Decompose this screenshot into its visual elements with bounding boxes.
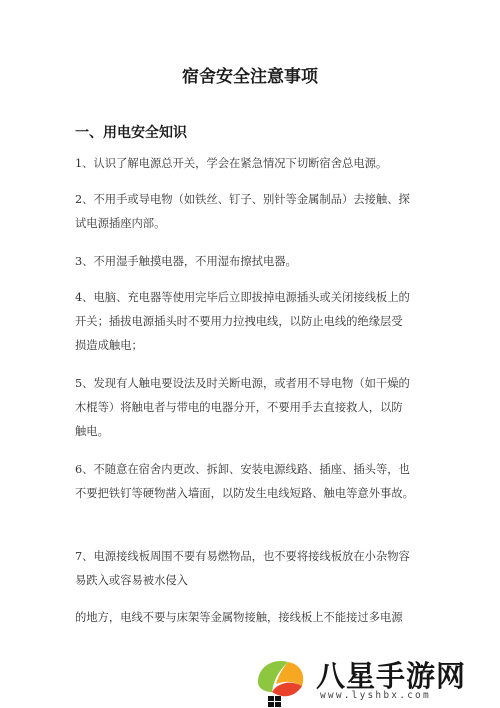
paragraph-line: 试电源插座内部。 (75, 217, 166, 230)
paragraph-line: 7、电源接线板周围不要有易燃物品，也不要将接线板放在小杂物容 (75, 550, 410, 563)
paragraph-line: 5、发现有人触电要设法及时关断电源，或者用不导电物（如干燥的 (75, 377, 410, 390)
paragraph-line: 3、不用湿手触摸电器，不用湿布擦拭电器。 (75, 255, 297, 268)
paragraph-line: 不要把铁钉等硬物凿入墙面，以防发生电线短路、触电等意外事故。 (75, 487, 414, 500)
paragraph-line: 损造成触电； (75, 339, 143, 352)
paragraph-2 (75, 188, 435, 236)
paragraph-line: 4、电脑、充电器等使用完毕后立即拔掉电源插头或关闭接线板上的 (75, 291, 410, 304)
paragraph-line: 6、不随意在宿舍内更改、拆卸、安装电源线路、插座、插头等，也 (75, 463, 410, 476)
watermark-url: www.lyshbx.com (320, 690, 431, 701)
paragraph-6 (75, 458, 435, 506)
watermark-name: 八星手游网 (316, 659, 467, 693)
document-title: 宿舍安全注意事项 (182, 67, 318, 87)
paragraph-line: 开关；插拔电源插头时不要用力拉拽电线，以防止电线的绝缘层受 (75, 315, 403, 328)
watermark (250, 652, 500, 708)
paragraph-3 (75, 250, 435, 274)
paragraph-line: 2、不用手或导电物（如铁丝、钉子、别针等金属制品）去接触、探 (75, 193, 410, 206)
paragraph-8 (75, 606, 435, 630)
paragraph-line: 的地方，电线不要与床架等金属物接触，接线板上不能接过多电源 (75, 611, 403, 624)
paragraph-line: 1、认识了解电源总开关，学会在紧急情况下切断宿舍总电源。 (75, 157, 388, 170)
paragraph-line: 木棍等）将触电者与带电的电器分开，不要用手去直接救人，以防 (75, 401, 403, 414)
leaf-logo-icon (252, 652, 312, 708)
paragraph-1 (75, 152, 435, 176)
paragraph-line: 触电。 (75, 425, 109, 438)
paragraph-5 (75, 372, 435, 444)
paragraph-line: 易跌入或容易被水侵入 (75, 574, 188, 587)
paragraph-4 (75, 286, 435, 358)
paragraph-7 (75, 545, 435, 593)
section-heading: 一、用电安全知识 (75, 125, 187, 141)
